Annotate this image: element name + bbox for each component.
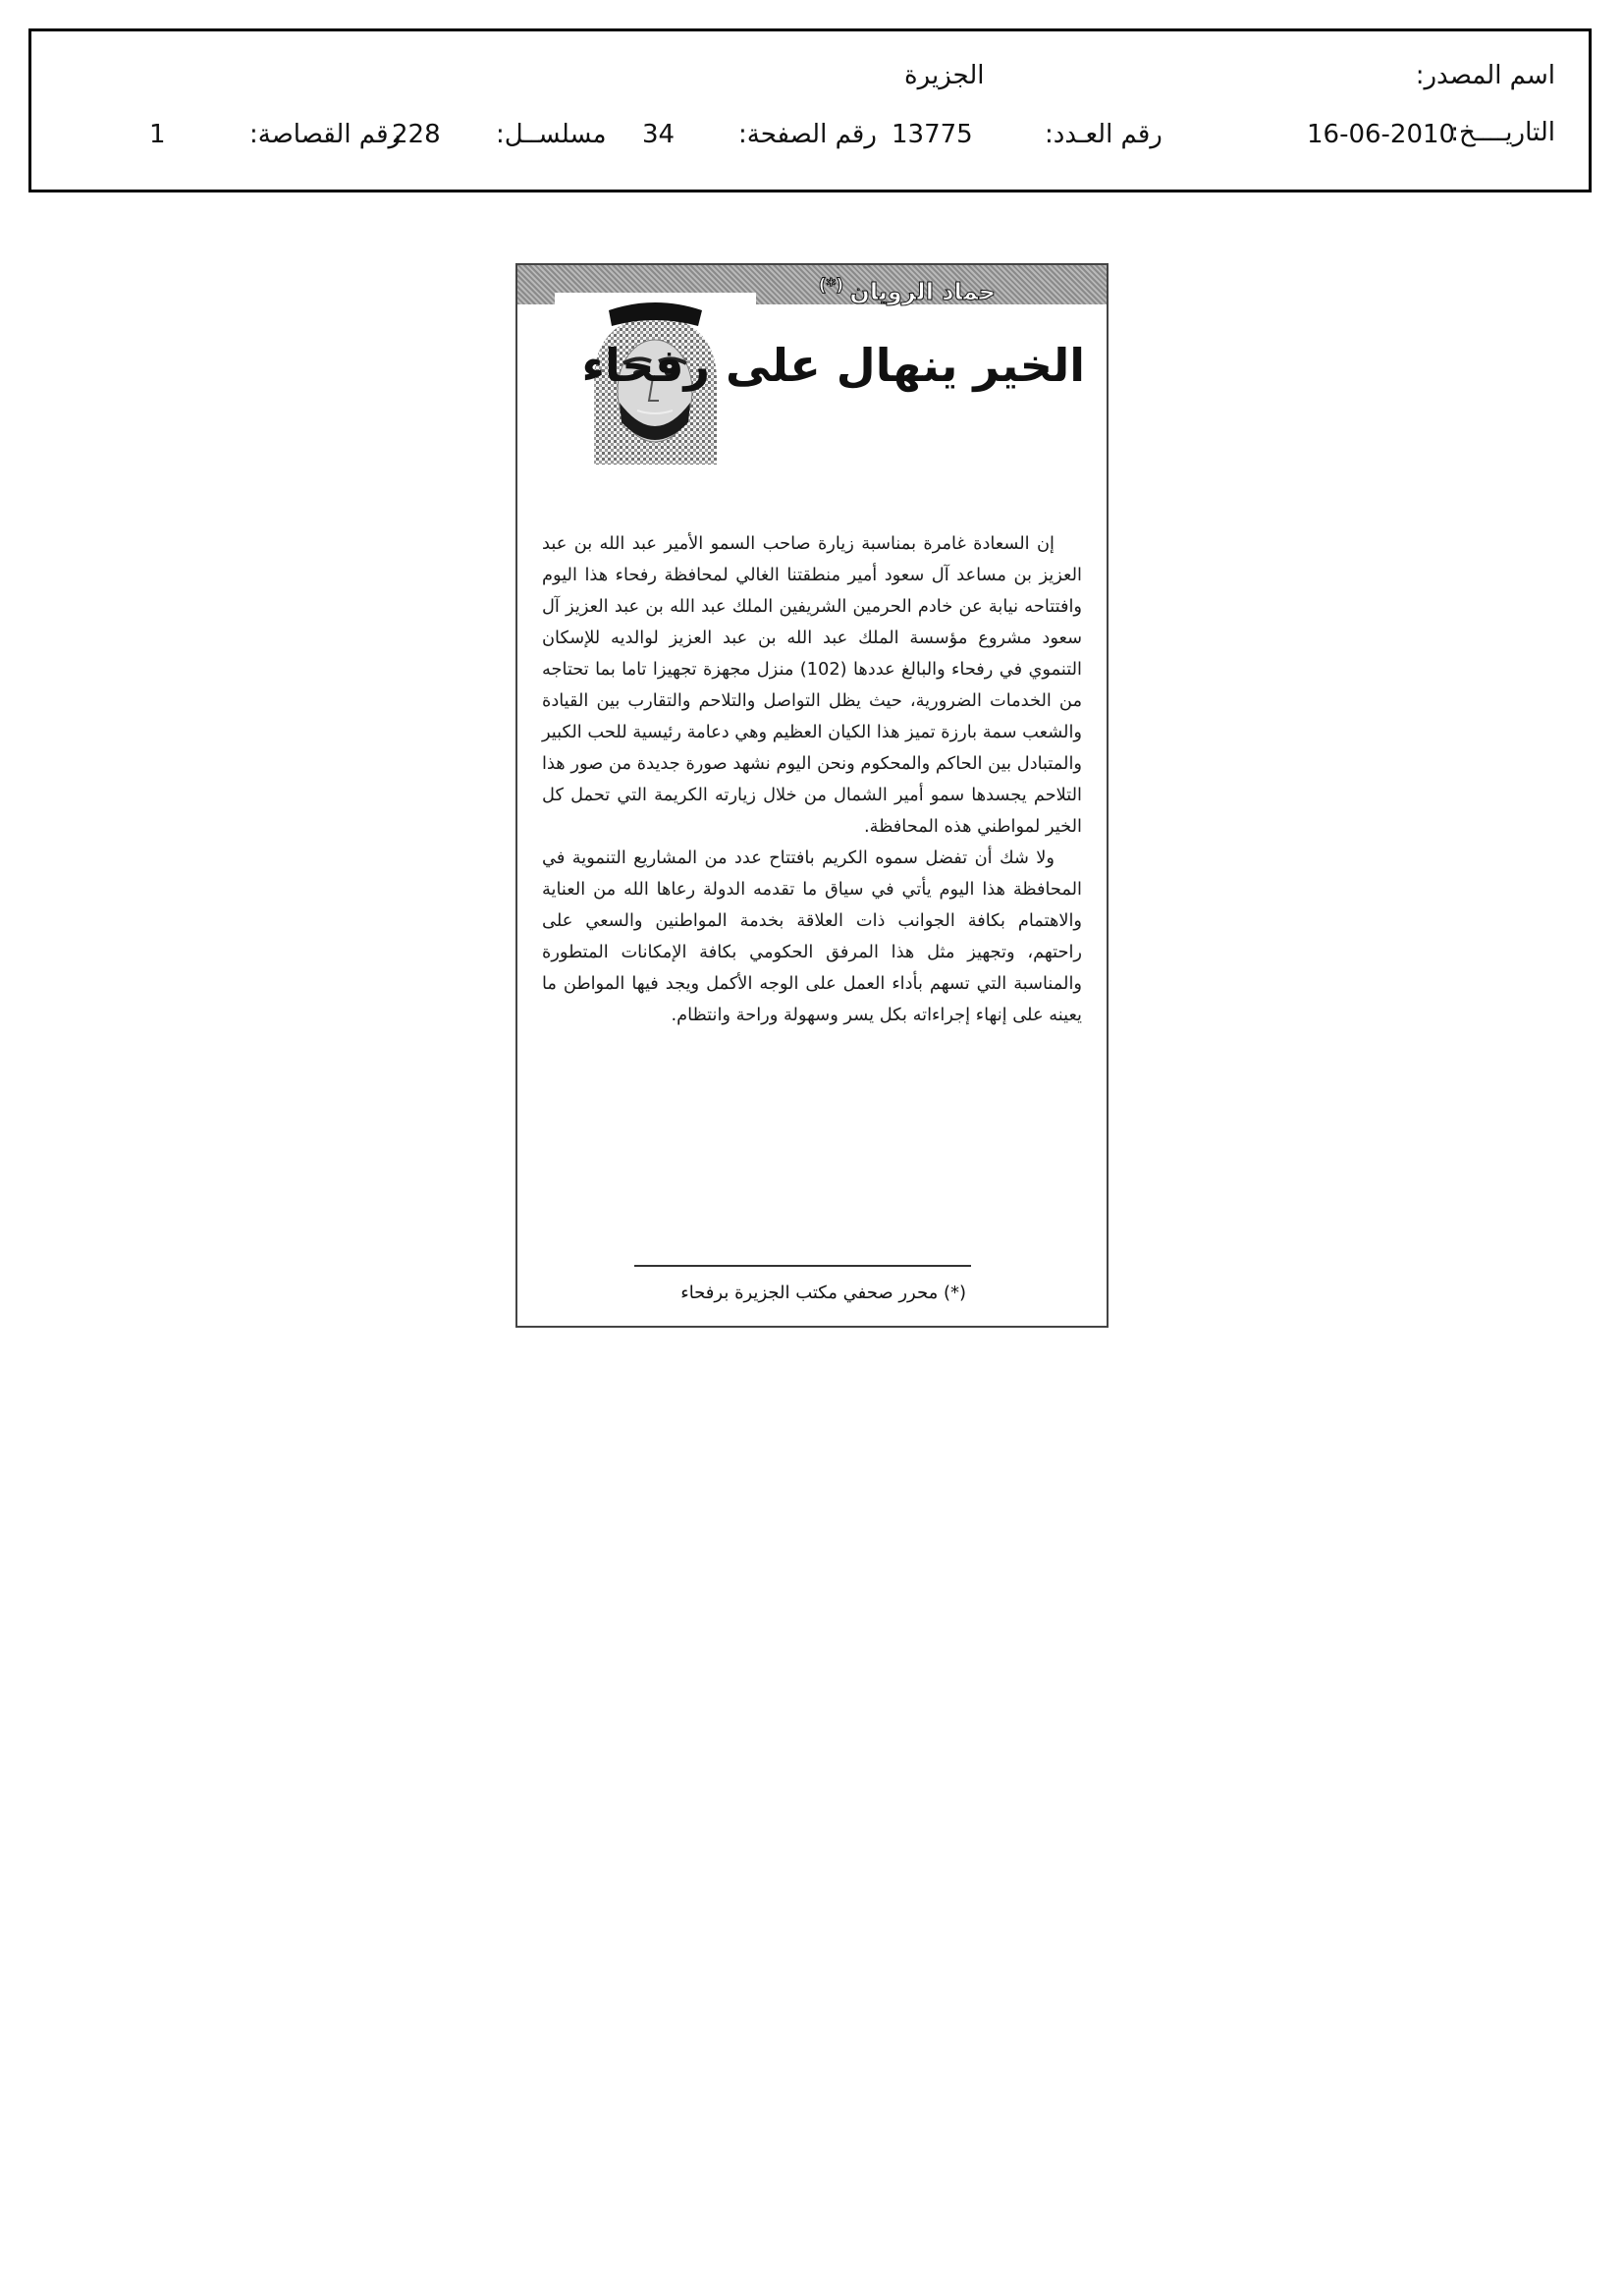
date-label: التاريــــخ: bbox=[1450, 118, 1555, 147]
clip-label: رقم القصاصة: bbox=[249, 120, 402, 149]
source-value: الجزيرة bbox=[904, 61, 985, 90]
byline bbox=[808, 269, 1005, 305]
issue-value: 13775 bbox=[892, 120, 973, 149]
article-paragraph: ولا شك أن تفضل سموه الكريم بافتتاح عدد من المشاريع التنموية في المحافظة هذا اليوم يأتي في سياق ما تقدمه الدولة رعاها الله من العناية والاهتمام بكافة الجوانب ذات العلاقة بخدمة المواطنين والسعي على راحتهم، وتجهيز مثل هذا المرفق الحكومي بكافة الإمكانات المتطورة والمناسبة التي تسهم بأداء العمل على الوجه الأكمل ويجد فيها المواطن ما يعينه على إنهاء إجراءاته بكل يسر وسهولة وراحة وانتظام. bbox=[542, 847, 1082, 1025]
clipping-metadata-box bbox=[28, 28, 1592, 192]
serial-label: مسلســل: bbox=[496, 120, 607, 149]
article-headline: الخير ينهال على رفحاء bbox=[581, 339, 1085, 392]
date-value: 16-06-2010 bbox=[1307, 120, 1456, 149]
issue-label: رقم العـدد: bbox=[1045, 120, 1163, 149]
newspaper-clipping bbox=[515, 263, 1109, 1328]
page-value: 34 bbox=[642, 120, 676, 149]
serial-value: 228 bbox=[392, 120, 441, 149]
footnote-divider bbox=[634, 1265, 971, 1267]
article-paragraph: إن السعادة غامرة بمناسبة زيارة صاحب السمو الأمير عبد الله بن عبد العزيز بن مساعد آل سعود أمير منطقتنا الغالي لمحافظة رفحاء هذا اليوم وافتتاحه نيابة عن خادم الحرمين الشريفين الملك عبد الله بن عبد العزيز آل سعود مشروع مؤسسة الملك عبد الله بن عبد العزيز لوالديه للإسكان التنموي في رفحاء والبالغ عددها (102) منزل مجهزة تجهيزا تاما بما تحتاجه من الخدمات الضرورية، حيث يظل التواصل والتلاحم والتقارب بين القيادة والشعب سمة بارزة تميز هذا الكيان العظيم وهي دعامة رئيسية للحب الكبير والمتبادل بين الحاكم والمحكوم ونحن اليوم نشهد صورة جديدة من صور هذا التلاحم يجسدها سمو أمير الشمال من خلال زيارته الكريمة التي تحمل كل الخير لمواطني هذه المحافظة. bbox=[542, 533, 1082, 837]
source-label: اسم المصدر: bbox=[1415, 61, 1555, 90]
byline-name: حماد الرويان bbox=[849, 278, 996, 305]
clip-value: 1 bbox=[149, 120, 166, 149]
byline-mark: (*) bbox=[818, 275, 844, 296]
article-body bbox=[542, 528, 1082, 1031]
author-footnote: (*) محرر صحفي مكتب الجزيرة برفحاء bbox=[680, 1283, 966, 1303]
page-label: رقم الصفحة: bbox=[738, 120, 877, 149]
